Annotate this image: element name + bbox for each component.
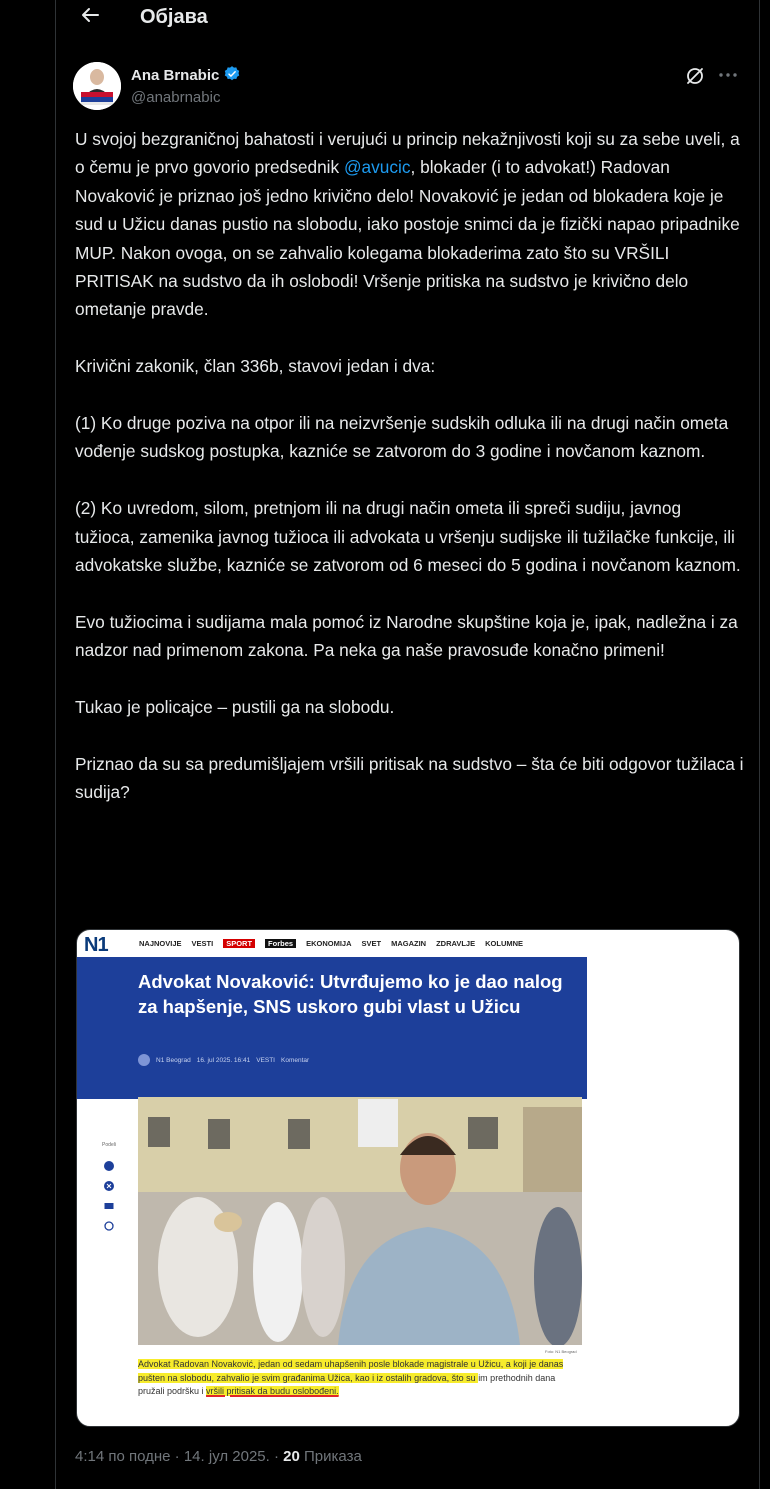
nav-item: SVET — [361, 939, 382, 948]
x-icon — [104, 1178, 114, 1188]
grok-icon[interactable] — [683, 64, 707, 88]
tweet-paragraph: (2) Ko uvredom, silom, pretnjom ili na drugi način ometa ili spreči sudiju, javnog tužioca, zamenika javnog tužioca ili advokata u vršenju sudijske ili tužilačke funkcije, ili advokatske službe, kazniće se zatvorom od 6 meseci do 5 godina i novčanom kaznom. — [75, 498, 741, 576]
caption-segment: vršili pritisak da budu oslobođeni. — [206, 1386, 339, 1396]
n1-logo: N1 — [84, 934, 108, 956]
tweet-text-segment: U svojoj bezgraničnoj bahatosti i verujući u princip nekažnjivosti koji su za sebe uveli, a o čemu je prvo govorio predsednik — [75, 129, 740, 178]
photo-credit: Foto: N1 Beograd — [545, 1349, 577, 1354]
photo-caption — [138, 1358, 578, 1399]
share-sidebar — [97, 1142, 121, 1252]
article-headline: Advokat Novaković: Utvrđujemo ko je dao nalog za hapšenje, SNS uskoro gubi vlast u Užicu — [138, 971, 563, 1017]
nav-item: SPORT — [223, 939, 255, 948]
article-photo — [138, 1097, 582, 1345]
post-column — [55, 0, 760, 1489]
tweet-paragraph: (1) Ko druge poziva na otpor ili na neizvršenje sudskih odluka ili na drugi način ometa vođenje sudskog postupka, kazniće se zatvorom do 3 godine i novčanom kaznom. — [75, 413, 729, 462]
tweet-meta — [75, 1448, 362, 1465]
nav-item: Forbes — [265, 939, 296, 948]
byline-category: VESTI — [256, 1056, 275, 1064]
page-title: Објава — [140, 6, 208, 28]
tweet-text-segment: , blokader (i to advokat!) Radovan Novaković je priznao još jedno krivično delo! Novaković je jedan od blokadera koje je sud u Užicu danas pustio na slobodu, iako postoje snimci da je fizički napao pripadnike MUP. Nakon ovoga, on se zahvalio kolegama blokaderima zato što su VRŠILI PRITISAK na sudstvo da ih oslobodi! Vršenje pritiska na sudstvo je krivično delo ometanje pravde. — [75, 157, 740, 320]
avatar[interactable] — [73, 62, 121, 110]
tweet-paragraph: Krivični zakonik, član 336b, stavovi jedan i dva: — [75, 356, 436, 377]
more-options-icon[interactable] — [715, 64, 741, 88]
timestamp[interactable]: 4:14 по подне · 14. јул 2025. · — [75, 1448, 284, 1465]
article-byline — [138, 1054, 309, 1066]
facebook-icon — [104, 1158, 114, 1168]
author-name-text: Ana Brnabic — [131, 67, 220, 84]
nav-item: NAJNOVIJE — [139, 939, 182, 948]
nav-item: EKONOMIJA — [306, 939, 352, 948]
post-header — [56, 0, 759, 38]
byline-comments: Komentar — [281, 1056, 310, 1064]
link-icon — [104, 1218, 114, 1228]
verified-badge-icon — [223, 65, 241, 87]
byline-avatar-icon — [138, 1054, 150, 1066]
nav-item: ZDRAVLJE — [436, 939, 476, 948]
byline-author: N1 Beograd — [156, 1056, 191, 1064]
tweet-paragraph: Priznao da su sa predumišljajem vršili pritisak na sudstvo – šta će biti odgovor tužilaca i sudija? — [75, 753, 744, 803]
tweet-paragraph: Evo tužiocima i sudijama mala pomoć iz Narodne skupštine koja je, ipak, nadležna i za nadzor nad primenom zakona. Pa neka ga naše pravosuđe konačno primeni! — [75, 611, 738, 661]
headline-banner — [77, 957, 587, 1099]
n1-nav — [139, 939, 523, 948]
tweet-paragraph — [75, 125, 745, 324]
byline-date: 16. jul 2025. 16:41 — [196, 1056, 251, 1064]
back-arrow-icon[interactable] — [76, 4, 104, 32]
caption-segment: Advokat Radovan Novaković, jedan od sedam uhapšenih posle blokade magistrale u Užicu, a koji je danas pušten na slobodu, zahvalio je svim građanima Užica, kao i iz ostalih gradova, što su — [138, 1359, 564, 1383]
views-count: 20 — [283, 1448, 300, 1465]
views-label: Приказа — [299, 1448, 362, 1465]
tweet-text — [75, 125, 745, 807]
caption-segment: im prethodnih dana pružali podršku i — [138, 1372, 556, 1396]
nav-item: KOLUMNE — [485, 939, 524, 948]
mention-link[interactable]: @avucic — [343, 157, 411, 178]
attached-image[interactable] — [76, 929, 740, 1427]
share-label: Podeli — [102, 1142, 116, 1148]
tweet-paragraph: Tukao je policajce – pustili ga na slobodu. — [75, 697, 395, 718]
author-handle[interactable]: @anabrnabic — [131, 89, 221, 106]
nav-item: MAGAZIN — [391, 939, 427, 948]
mail-icon — [104, 1198, 114, 1208]
author-name[interactable] — [131, 65, 241, 87]
nav-item: VESTI — [191, 939, 214, 948]
